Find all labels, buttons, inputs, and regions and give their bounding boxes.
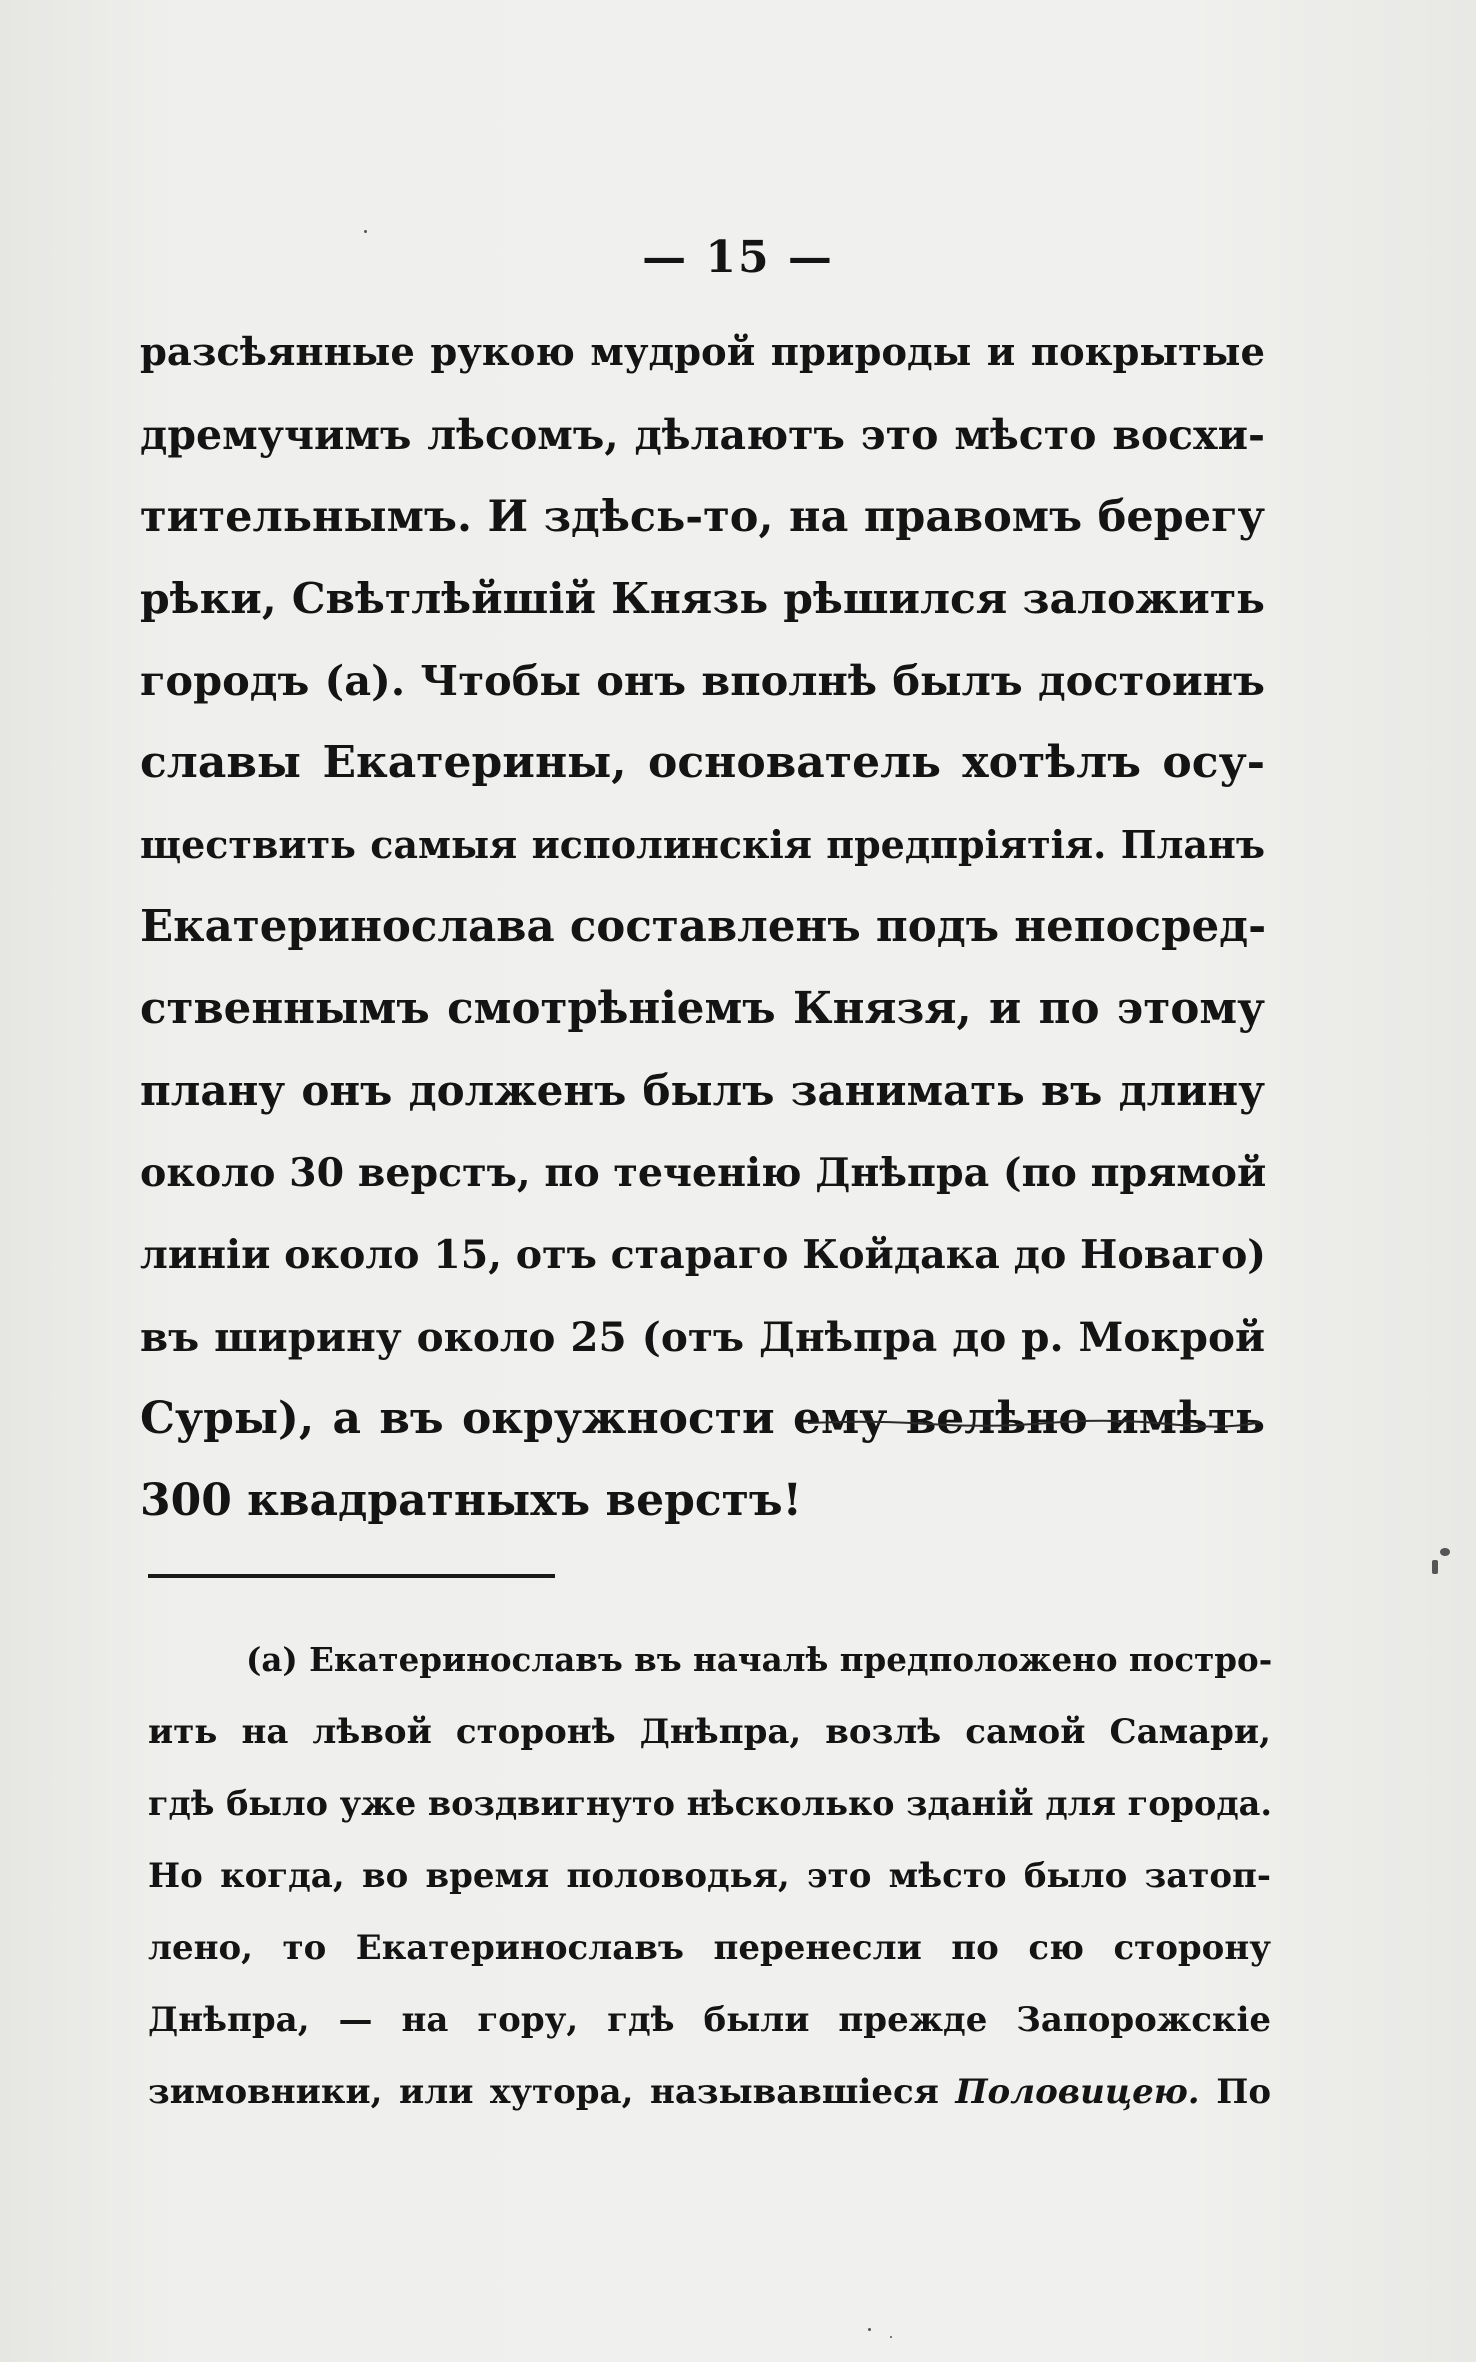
speck <box>868 2328 871 2331</box>
footnote-line: (а) Екатеринославъ въ началѣ предположено постро- <box>246 1640 1273 1679</box>
text-line: дремучимъ лѣсомъ, дѣлаютъ это мѣсто восхи- <box>140 411 1265 459</box>
footnote-italic-term: Половицею. <box>955 2072 1200 2112</box>
main-text <box>140 312 1265 1542</box>
text-line: ственнымъ смотрѣніемъ Князя, и по этому <box>140 983 1265 1034</box>
pencil-underline <box>808 1418 1260 1428</box>
text-line: городъ (а). Чтобы онъ вполнѣ былъ достоинъ <box>140 656 1265 705</box>
footnote-text: По <box>1199 2072 1271 2112</box>
footnote-line: лено, то Екатеринославъ перенесли по сю сторону <box>148 1928 1271 1968</box>
footnote-line: Днѣпра, — на гору, гдѣ были прежде Запорожскіе <box>148 2000 1271 2040</box>
text-line: Екатеринослава составленъ подъ непосред- <box>140 901 1267 952</box>
footnote-line: ить на лѣвой сторонѣ Днѣпра, возлѣ самой Самари, <box>148 1712 1271 1752</box>
text-line: рѣки, Свѣтлѣйшій Князь рѣшился заложить <box>140 574 1265 624</box>
text-line: 300 квадратныхъ верстъ! <box>140 1475 802 1526</box>
text-line: разсѣянные рукою мудрой природы и покрытые <box>140 330 1265 375</box>
speck <box>1432 1560 1438 1574</box>
page-number: — 15 — <box>642 232 834 283</box>
speck <box>364 230 367 233</box>
text-line: Суры), а въ окружности ему велѣно имѣть <box>140 1393 1265 1444</box>
footnote-line: гдѣ было уже воздвигнуто нѣсколько зданій для города. <box>148 1784 1273 1823</box>
footnote <box>148 1624 1271 2128</box>
footnote-line: Но когда, во время половодья, это мѣсто было затоп- <box>148 1856 1271 1896</box>
text-line: около 30 верстъ, по теченію Днѣпра (по прямой <box>140 1150 1267 1196</box>
footnote-text: зимовники, или хутора, называвшіеся <box>148 2072 956 2112</box>
speck <box>890 2336 892 2338</box>
text-line: плану онъ долженъ былъ занимать въ длину <box>140 1066 1265 1115</box>
text-line: тительнымъ. И здѣсь-то, на правомъ берегу <box>140 492 1265 542</box>
text-line: линіи около 15, отъ стараго Койдака до Новаго) <box>140 1232 1267 1278</box>
text-line: въ ширину около 25 (отъ Днѣпра до р. Мокрой <box>140 1313 1265 1361</box>
speck <box>1440 1548 1450 1556</box>
text-line: славы Екатерины, основатель хотѣлъ осу- <box>140 737 1265 788</box>
footnote-divider <box>148 1574 555 1578</box>
footnote-line <box>148 2056 1271 2128</box>
text-line: ществить самыя исполинскія предпріятія. Планъ <box>140 822 1265 867</box>
